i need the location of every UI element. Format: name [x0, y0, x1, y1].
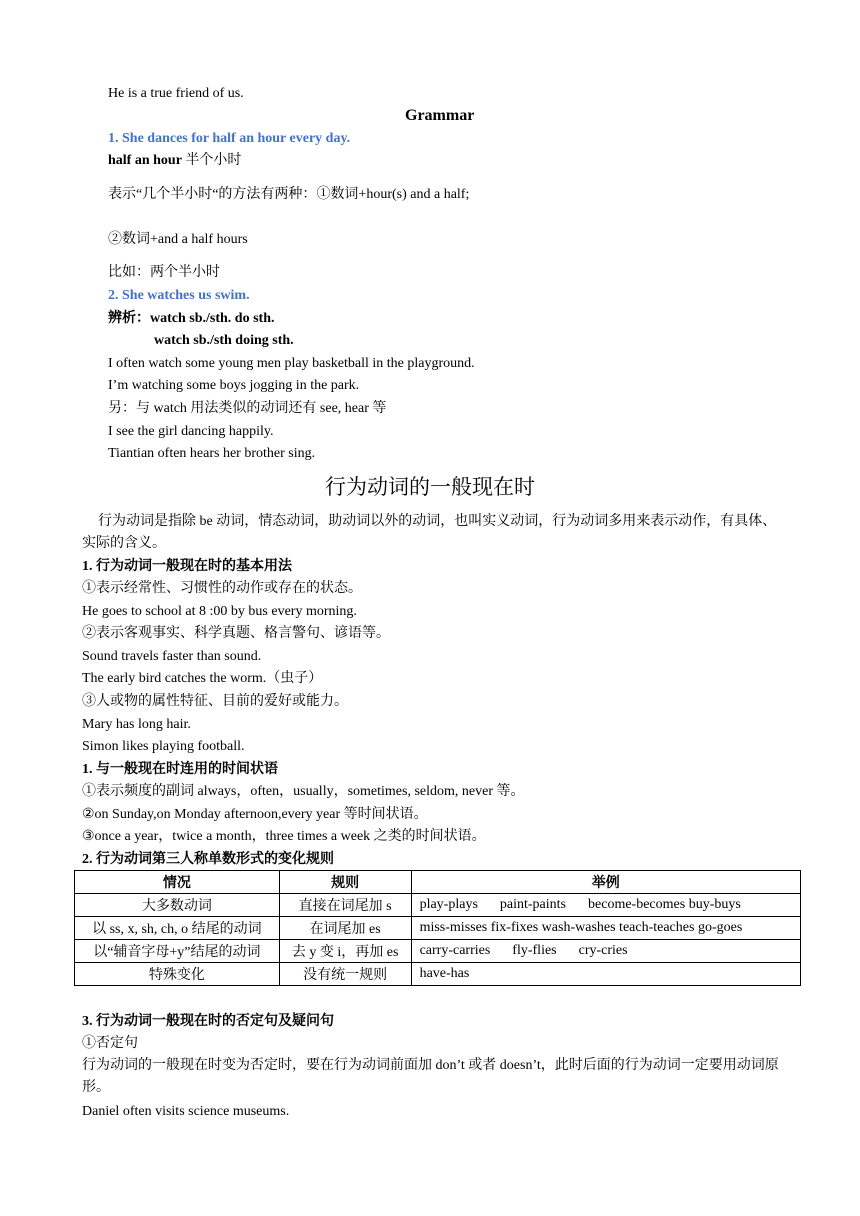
usage-3-example-2: Simon likes playing football.	[82, 739, 245, 754]
table-row	[75, 894, 801, 917]
grammar-title: Grammar	[405, 107, 475, 124]
time-adverbial-2: ②on Sunday,on Monday afternoon,every year 等时间状语。	[82, 807, 428, 822]
example-intro: 比如：两个半小时	[108, 265, 220, 280]
way1-text: 数词+hour(s) and a half;	[330, 187, 470, 202]
item1-title: 1. She dances for half an hour every day.	[108, 131, 351, 146]
example-item: miss-misses fix-fixes wash-washes teach-teaches go-goes	[419, 920, 743, 935]
table-header-case: 情况	[75, 871, 280, 894]
table-header-row	[75, 871, 801, 894]
way1-marker: ①	[316, 187, 331, 202]
half-hour-term: half an hour	[108, 153, 182, 168]
usage-2-example-1: Sound travels faster than sound.	[82, 649, 262, 664]
usage-2: ②表示客观事实、科学真题、格言警句、谚语等。	[82, 626, 390, 641]
table-cell-case: 特殊变化	[75, 963, 280, 986]
example-sentence-2: I’m watching some boys jogging in the park.	[108, 378, 360, 393]
example-sentence-4: Tiantian often hears her brother sing.	[108, 446, 316, 461]
example-item: play-plays	[419, 897, 478, 912]
example-sentence-3: I see the girl dancing happily.	[108, 424, 274, 439]
negative-explanation: 行为动词的一般现在时变为否定时，要在行为动词前面加 don’t 或者 doesn’t，此时后面的行为动词一定要用动词原形。	[82, 1058, 779, 1095]
example-item: fly-flies	[512, 943, 557, 958]
table-row	[75, 940, 801, 963]
heading-basic-usage: 1. 行为动词一般现在时的基本用法	[82, 559, 292, 574]
friend-sentence: He is a true friend of us.	[108, 86, 244, 101]
usage-2-example-2: The early bird catches the worm.（虫子）	[82, 671, 323, 686]
table-cell-rule: 没有统一规则	[279, 963, 411, 986]
usage-3-example-1: Mary has long hair.	[82, 717, 191, 732]
table-cell-rule: 直接在词尾加 s	[279, 894, 411, 917]
example-item: become-becomes buy-buys	[588, 897, 741, 912]
usage-note: 另：与 watch 用法类似的动词还有 see, hear 等	[108, 401, 387, 416]
example-item: cry-cries	[578, 943, 628, 958]
table-cell-examples	[411, 894, 800, 917]
heading-negative-question: 3. 行为动词一般现在时的否定句及疑问句	[82, 1014, 334, 1029]
table-cell-case: 以“辅音字母+y”结尾的动词	[75, 940, 280, 963]
example-item: carry-carries	[419, 943, 491, 958]
item2-title: 2. She watches us swim.	[108, 288, 250, 303]
way2-text: 数词+and a half hours	[122, 232, 248, 247]
negative-example: Daniel often visits science museums.	[82, 1104, 290, 1119]
half-hour-line	[108, 152, 241, 170]
negative-label: ①否定句	[82, 1036, 138, 1051]
usage-1-example: He goes to school at 8 :00 by bus every morning.	[82, 604, 357, 619]
table-header-rule: 规则	[279, 871, 411, 894]
time-adverbial-1: ①表示频度的副词 always，often，usually，sometimes, seldom, never 等。	[82, 784, 525, 799]
table-cell-rule: 去 y 变 i，再加 es	[279, 940, 411, 963]
section-intro: 行为动词是指除 be 动词，情态动词，助动词以外的动词，也叫实义动词，行为动词多用来表示动作，有具体、实际的含义。	[82, 514, 777, 551]
compare-a: watch sb./sth. do sth.	[150, 311, 275, 326]
table-row	[75, 963, 801, 986]
heading-time-adverbials: 1. 与一般现在时连用的时间状语	[82, 762, 278, 777]
example-item: paint-paints	[499, 897, 567, 912]
example-sentence-1: I often watch some young men play basketball in the playground.	[108, 356, 475, 371]
usage-3: ③人或物的属性特征、目前的爱好或能力。	[82, 694, 348, 709]
third-person-rules-table	[74, 870, 801, 986]
heading-third-person-rules: 2. 行为动词第三人称单数形式的变化规则	[82, 852, 334, 867]
compare-b: watch sb./sth doing sth.	[154, 333, 294, 348]
table-cell-examples	[411, 963, 800, 986]
ways-intro-line	[108, 186, 469, 204]
table-cell-examples	[411, 940, 800, 963]
half-hour-meaning: 半个小时	[185, 153, 242, 168]
ways-intro: 表示“几个半小时“的方法有两种：	[108, 187, 317, 202]
compare-label: 辨析：	[108, 311, 150, 326]
time-adverbial-3: ③once a year，twice a month，three times a week 之类的时间状语。	[82, 829, 486, 844]
example-item: have-has	[419, 966, 470, 981]
usage-1: ①表示经常性、习惯性的动作或存在的状态。	[82, 581, 362, 596]
table-cell-case: 大多数动词	[75, 894, 280, 917]
compare-line-a	[108, 310, 274, 328]
way2-marker: ②	[108, 232, 122, 247]
table-cell-rule: 在词尾加 es	[279, 917, 411, 940]
table-header-example: 举例	[411, 871, 800, 894]
section-title: 行为动词的一般现在时	[325, 475, 535, 499]
table-cell-examples	[411, 917, 800, 940]
table-cell-case: 以 ss, x, sh, ch, o 结尾的动词	[75, 917, 280, 940]
table-row	[75, 917, 801, 940]
way2-line	[108, 231, 248, 249]
